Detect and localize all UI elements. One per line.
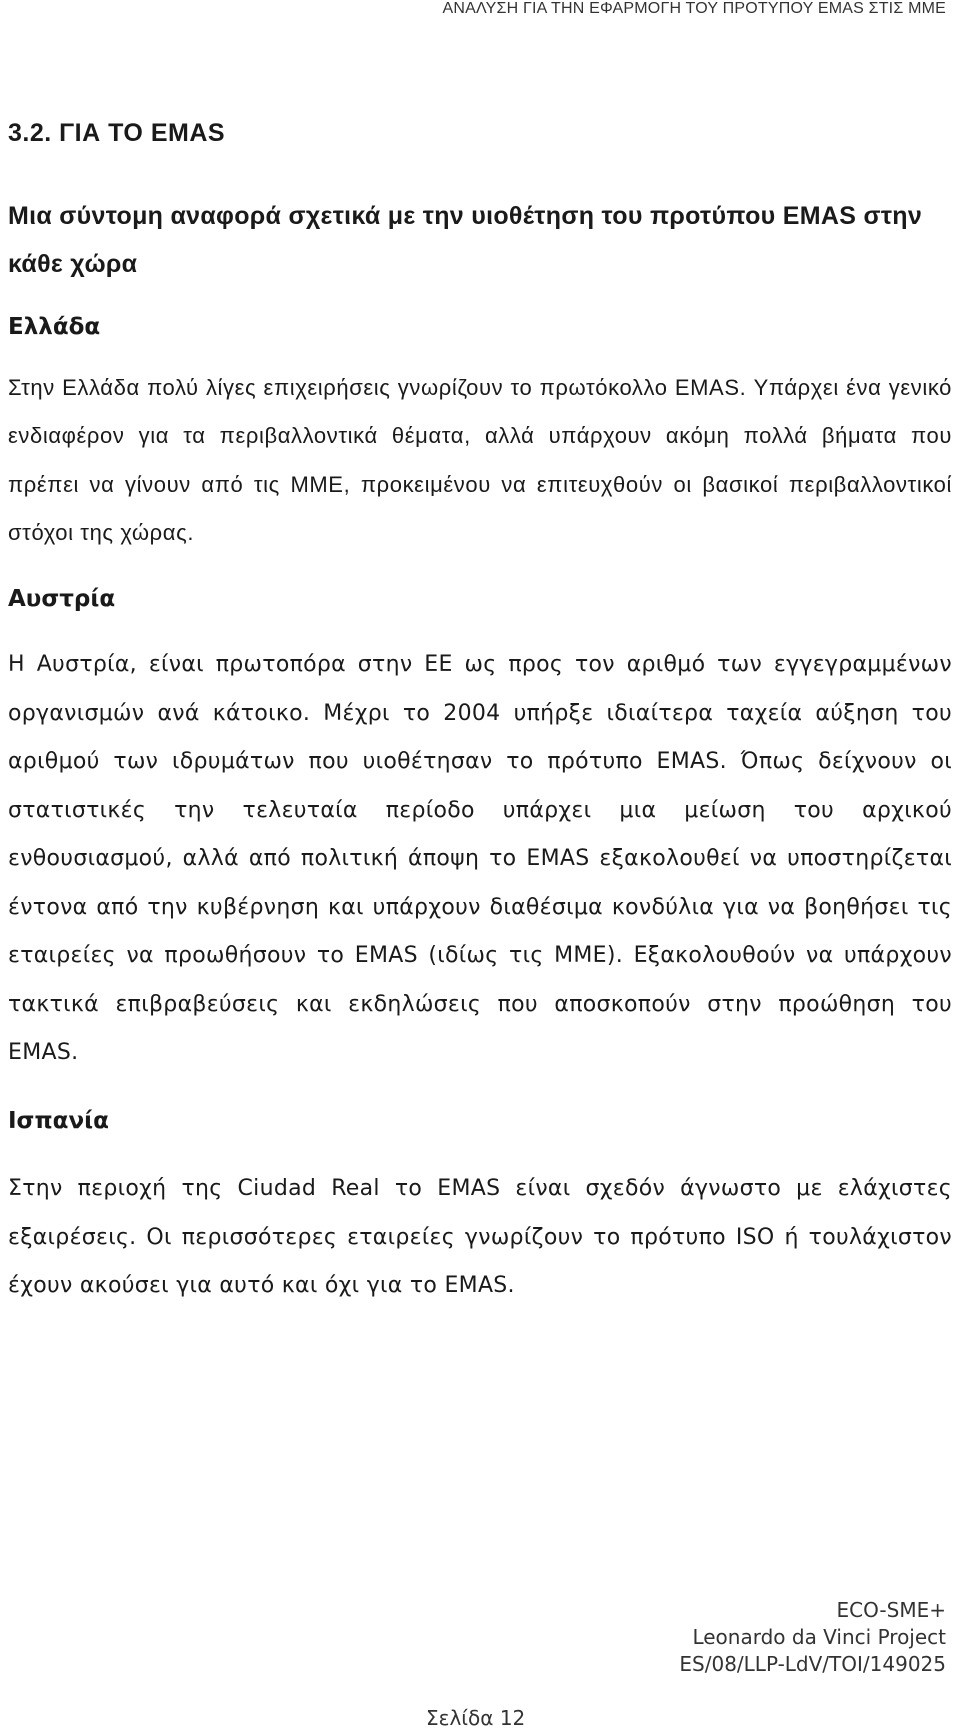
country-paragraph-austria: Η Αυστρία, είναι πρωτοπόρα στην ΕΕ ως προς τον αριθμό των εγγεγραμμένων οργανισμών ανά κάτοικο. Μέχρι το 2004 υπήρξε ιδιαίτερα ταχεία αύξηση του αριθμού των ιδρυμάτων που υιοθέτησαν το πρότυπο EMAS. Όπως δείχνουν οι στατιστικές την τελευταία περίοδο υπάρχει μια μείωση του αρχικού ενθουσιασμού, αλλά από πολιτική άποψη το EMAS εξακολουθεί να υποστηρίζεται έντονα από την κυβέρνηση και υπάρχουν διαθέσιμα κονδύλια για να βοηθήσει τις εταιρείες να προωθήσουν το EMAS (ιδίως τις ΜΜΕ). Εξακολουθούν να υπάρχουν τακτικά επιβραβεύσεις και εκδηλώσεις που αποσκοπούν στην προώθηση του EMAS. bbox=[8, 652, 952, 1066]
footer-project-code: ES/08/LLP-LdV/TOI/149025 bbox=[679, 1652, 946, 1676]
footer-project-name: ECO-SME+ bbox=[836, 1598, 946, 1622]
country-section-greece bbox=[8, 314, 952, 558]
footer-project-info bbox=[679, 1597, 946, 1678]
page-number: Σελίδα 12 bbox=[426, 1706, 526, 1730]
footer-program: Leonardo da Vinci Project bbox=[692, 1625, 946, 1649]
country-heading-spain: Ισπανία bbox=[8, 1107, 109, 1134]
country-paragraph-greece: Στην Ελλάδα πολύ λίγες επιχειρήσεις γνωρίζουν το πρωτόκολλο EMAS. Υπάρχει ένα γενικό ενδιαφέρον για τα περιβαλλοντικά θέματα, αλλά υπάρχουν ακόμη πολλά βήματα που πρέπει να γίνουν από τις ΜΜΕ, προκειμένου να επιτευχθούν οι βασικοί περιβαλλοντικοί στόχοι της χώρας. bbox=[8, 374, 952, 546]
page-content bbox=[8, 118, 952, 1311]
country-paragraph-spain: Στην περιοχή της Ciudad Real το EMAS είναι σχεδόν άγνωστο με ελάχιστες εξαιρέσεις. Οι περισσότερες εταιρείες γνωρίζουν το πρότυπο ISO ή τουλάχιστον έχουν ακούσει για αυτό και όχι για το EMAS. bbox=[8, 1176, 952, 1299]
country-section-austria bbox=[8, 586, 952, 1078]
running-header: ΑΝΑΛΥΣΗ ΓΙΑ ΤΗΝ ΕΦΑΡΜΟΓΗ ΤΟΥ ΠΡΟΤΥΠΟΥ EMAS ΣΤΙΣ ΜΜΕ bbox=[442, 0, 946, 17]
section-heading: 3.2. ΓΙΑ ΤΟ EMAS bbox=[8, 119, 226, 147]
country-heading-greece: Ελλάδα bbox=[8, 314, 101, 340]
country-heading-austria: Αυστρία bbox=[8, 585, 116, 612]
country-section-spain bbox=[8, 1108, 952, 1311]
intro-heading: Μια σύντομη αναφορά σχετικά με την υιοθέτηση του προτύπου EMAS στην κάθε χώρα bbox=[8, 202, 923, 278]
